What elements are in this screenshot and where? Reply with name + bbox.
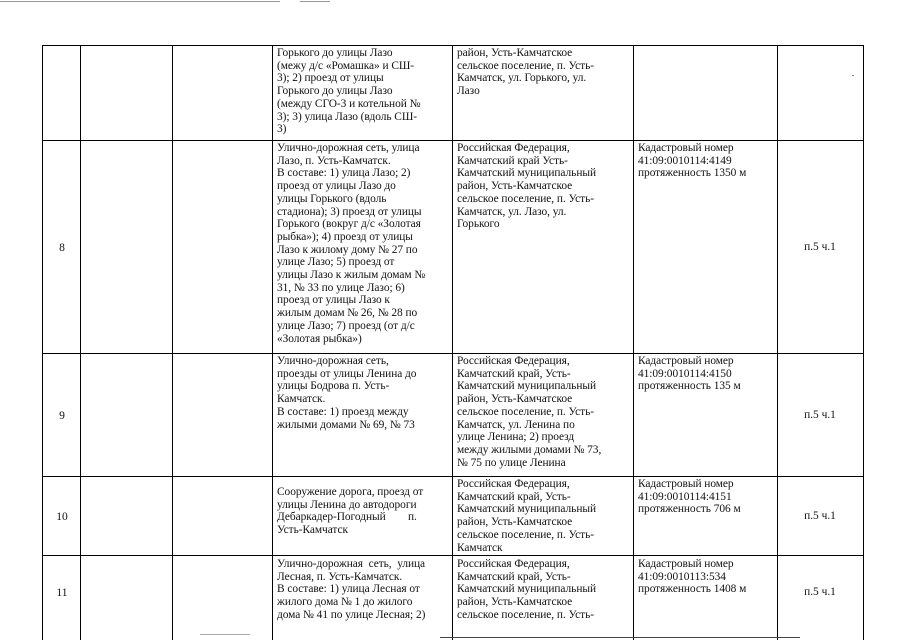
- row-address: Российская Федерация, Камчатский край, Усть- Камчатский муниципальный район, Усть-Камчатское сельское поселение, п. Усть-: [457, 558, 597, 621]
- column-divider: [172, 45, 173, 640]
- row-legal-basis: п.5 ч.1: [804, 510, 836, 522]
- column-divider: [633, 45, 634, 640]
- column-divider: [452, 45, 453, 640]
- row-cadastral: Кадастровый номер 41:09:0010113:534 протяженность 1408 м: [638, 558, 747, 596]
- row-divider: [42, 140, 864, 141]
- scan-artifact-bottom-left: [200, 634, 250, 635]
- table-row-continuation-address: район, Усть-Камчатское сельское поселение, п. Усть- Камчатск, ул. Горького, ул. Лазо: [457, 47, 594, 98]
- scan-artifact-top-right: [300, 1, 330, 2]
- column-divider: [777, 45, 778, 640]
- table-row-continuation-description: Горького до улицы Лазо (межу д/с «Ромашка» и СШ- 3); 2) проезд от улицы Горького до улицы Лазо (между СГО-3 и котельной № 3); 3) улица Лазо (вдоль СШ- 3): [277, 47, 421, 136]
- row-description: Сооружение дорога, проезд от улицы Ленина до автодороги Дебаркадер-Погодный п. Усть-Камчатск: [277, 486, 424, 537]
- row-cadastral: Кадастровый номер 41:09:0010114:4150 протяженность 135 м: [638, 355, 741, 393]
- row-number: 10: [56, 510, 68, 523]
- row-description: Улично-дорожная сеть, улица Лесная, п. Усть-Камчатск. В составе: 1) улица Лесная от жилого дома № 1 до жилого дома № 41 по улице Лесная; 2): [277, 558, 426, 621]
- row-description: Улично-дорожная сеть, проезды от улицы Ленина до улицы Бодрова п. Усть- Камчатск. В составе: 1) проезд между жилыми домами № 69, № 73: [277, 355, 417, 431]
- column-divider: [80, 45, 81, 640]
- row-cadastral: Кадастровый номер 41:09:0010114:4149 протяженность 1350 м: [638, 142, 747, 180]
- row-legal-basis: п.5 ч.1: [804, 586, 836, 598]
- table-border-top: [42, 45, 864, 46]
- table-border-left: [42, 45, 43, 640]
- row-legal-basis: п.5 ч.1: [804, 409, 836, 421]
- row-cadastral: Кадастровый номер 41:09:0010114:4151 протяженность 706 м: [638, 478, 741, 516]
- row-number: 8: [59, 241, 65, 254]
- row-divider: [42, 476, 864, 477]
- row-divider: [42, 353, 864, 354]
- scan-artifact-bottom-right: [440, 637, 800, 638]
- row-address: Российская Федерация, Камчатский край Усть- Камчатский муниципальный район, Усть-Камчатское сельское поселение, п. Усть- Камчатск, ул. Лазо, ул. Горького: [457, 142, 597, 231]
- table-border-right: [863, 45, 864, 640]
- row-address: Российская Федерация, Камчатский край, Усть- Камчатский муниципальный район, Усть-Камчатское сельское поселение, п. Усть- Камчатск: [457, 478, 597, 554]
- row-divider: [42, 555, 864, 556]
- column-divider: [272, 45, 273, 640]
- row-number: 9: [59, 409, 65, 422]
- row-legal-basis: п.5 ч.1: [804, 241, 836, 253]
- row-number: 11: [56, 586, 68, 599]
- row-description: Улично-дорожная сеть, улица Лазо, п. Усть-Камчатск. В составе: 1) улица Лазо; 2) проезд от улицы Лазо до улицы Горького (вдоль стадиона); 3) проезд от улицы Горького (вокруг д/с «Золотая рыбка»); 4) проезд от улицы Лазо к жилому дому № 27 по улице Лазо; 5) проезд от улицы Лазо к жилым домам № 31, № 33 по улице Лазо; 6) проезд от улицы Лазо к жилым домам № 26, № 28 по улице Лазо; 7) проезд (от д/с «Золотая рыбка»): [277, 142, 426, 345]
- scan-artifact-top-left: [0, 1, 280, 2]
- registry-table: [42, 45, 864, 640]
- row-address: Российская Федерация, Камчатский край, Усть- Камчатский муниципальный район, Усть-Камчатское сельское поселение, п. Усть- Камчатск, ул. Ленина по улице Ленина; 2) проезд между жилыми домами № 73, № 75 по улице Ленина: [457, 355, 602, 469]
